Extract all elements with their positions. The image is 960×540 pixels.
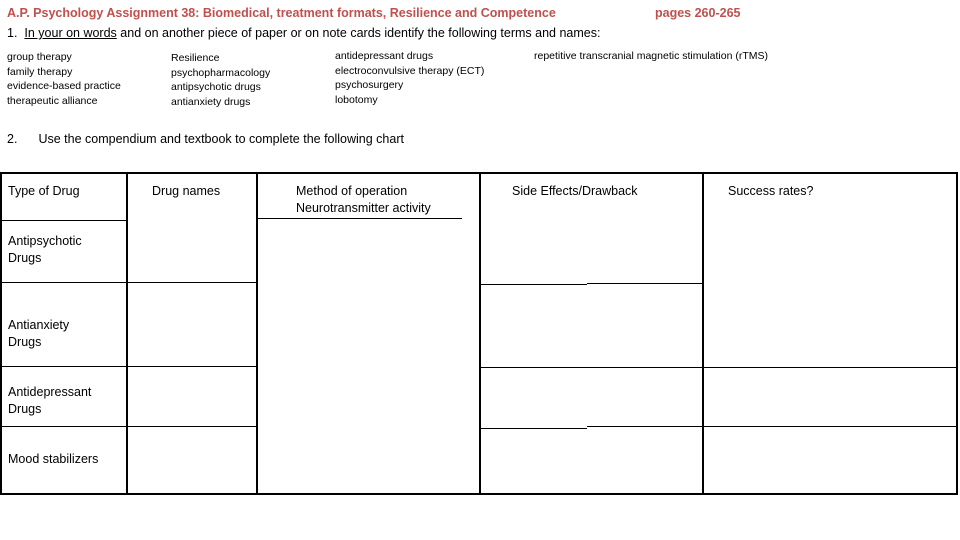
terms-column-3 [335, 49, 484, 107]
row-label-line: Antidepressant [8, 385, 92, 399]
row-label-line: Antianxiety [8, 318, 70, 332]
row-label-line: Drugs [8, 251, 42, 265]
row-divider [256, 218, 462, 219]
header-drug-names: Drug names [152, 184, 221, 198]
row-label-line: Mood stabilizers [8, 452, 99, 466]
row-label-line: Drugs [8, 335, 42, 349]
row-divider [2, 282, 126, 283]
column-divider [256, 174, 258, 493]
header-method-of-operation [296, 183, 431, 217]
header-success-rates: Success rates? [728, 184, 814, 198]
row-divider [126, 426, 256, 427]
column-divider [126, 174, 128, 493]
term: group therapy [7, 51, 72, 63]
assignment-title-text: A.P. Psychology Assignment 38: Biomedical, treatment formats, Resilience and Competence [7, 6, 556, 20]
row-label-line: Antipsychotic [8, 234, 82, 248]
terms-column-1 [7, 50, 121, 108]
term: family therapy [7, 65, 73, 78]
row-divider [126, 282, 256, 283]
page-range: pages 260-265 [655, 6, 741, 20]
instruction-2-number: 2. [7, 132, 18, 146]
header-method-line2: Neurotransmitter activity [296, 201, 431, 215]
term: Resilience [171, 52, 220, 64]
row-label-mood-stabilizers [8, 451, 98, 468]
terms-column-4 [534, 49, 768, 64]
term: repetitive transcranial magnetic stimulation (rTMS) [534, 50, 768, 62]
instruction-1-underlined: In your on words [24, 26, 117, 40]
row-divider [126, 366, 256, 367]
header-method-line1: Method of operation [296, 184, 408, 198]
row-label-line: Drugs [8, 402, 42, 416]
column-divider [479, 174, 481, 493]
row-label-antipsychotic [8, 233, 82, 267]
term: psychosurgery [335, 79, 404, 91]
row-divider [2, 220, 126, 221]
term: antidepressant drugs [335, 50, 434, 62]
instruction-1 [7, 26, 600, 40]
row-label-antianxiety [8, 317, 69, 351]
term: antianxiety drugs [171, 95, 251, 108]
row-divider [2, 366, 126, 367]
term: evidence-based practice [7, 80, 121, 92]
row-divider [479, 284, 587, 285]
row-divider [587, 283, 702, 284]
header-side-effects: Side Effects/Drawback [512, 184, 638, 198]
term: electroconvulsive therapy (ECT) [335, 64, 485, 77]
assignment-title [7, 6, 947, 24]
terms-column-2 [171, 51, 270, 109]
term: antipsychotic drugs [171, 81, 261, 93]
drug-chart [0, 172, 958, 495]
row-divider [2, 426, 126, 427]
term: psychopharmacology [171, 66, 271, 79]
header-type-of-drug: Type of Drug [8, 184, 80, 198]
row-divider [587, 426, 958, 427]
instruction-1-text: and on another piece of paper or on note cards identify the following terms and names: [120, 26, 601, 40]
instruction-2-text: Use the compendium and textbook to complete the following chart [38, 132, 404, 146]
term: lobotomy [335, 93, 378, 106]
column-divider [702, 174, 704, 493]
term: therapeutic alliance [7, 94, 98, 107]
instruction-1-number: 1. [7, 26, 18, 40]
row-divider [479, 367, 587, 368]
row-label-antidepressant [8, 384, 91, 418]
instruction-2 [7, 132, 404, 146]
row-divider [479, 428, 587, 429]
row-divider [587, 367, 958, 368]
